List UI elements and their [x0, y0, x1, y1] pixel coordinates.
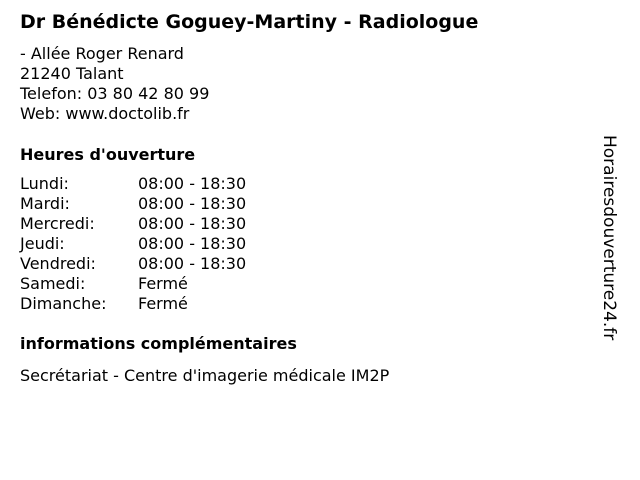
day-label: Samedi: [20, 274, 86, 293]
hours-row-thursday [20, 234, 246, 254]
phone-number[interactable]: Telefon: 03 80 42 80 99 [20, 84, 210, 103]
additional-info-heading: informations complémentaires [20, 334, 297, 353]
hours-row-sunday [20, 294, 246, 314]
day-label: Mercredi: [20, 214, 95, 233]
day-label: Dimanche: [20, 294, 107, 313]
day-hours: 08:00 - 18:30 [138, 214, 247, 233]
hours-row-saturday [20, 274, 246, 294]
day-label: Vendredi: [20, 254, 96, 273]
website-link[interactable]: Web: www.doctolib.fr [20, 104, 190, 123]
day-hours: Fermé [138, 294, 188, 313]
hours-row-tuesday [20, 194, 246, 214]
site-watermark-text: Horairesdouverture24.fr [599, 135, 619, 341]
additional-info-text: Secrétariat - Centre d'imagerie médicale IM2P [20, 366, 390, 385]
address-street: - Allée Roger Renard [20, 44, 184, 63]
hours-row-wednesday [20, 214, 246, 234]
day-hours: 08:00 - 18:30 [138, 194, 247, 213]
opening-hours-heading: Heures d'ouverture [20, 145, 196, 164]
day-hours: 08:00 - 18:30 [138, 234, 247, 253]
opening-hours-table [20, 174, 246, 314]
page-title: Dr Bénédicte Goguey-Martiny - Radiologue [20, 11, 479, 33]
day-hours: Fermé [138, 274, 188, 293]
address-city: 21240 Talant [20, 64, 124, 83]
day-label: Jeudi: [20, 234, 65, 253]
hours-row-friday [20, 254, 246, 274]
day-hours: 08:00 - 18:30 [138, 174, 247, 193]
day-label: Mardi: [20, 194, 70, 213]
day-hours: 08:00 - 18:30 [138, 254, 247, 273]
site-watermark [590, 135, 626, 375]
address-block [20, 44, 209, 124]
day-label: Lundi: [20, 174, 69, 193]
hours-row-monday [20, 174, 246, 194]
